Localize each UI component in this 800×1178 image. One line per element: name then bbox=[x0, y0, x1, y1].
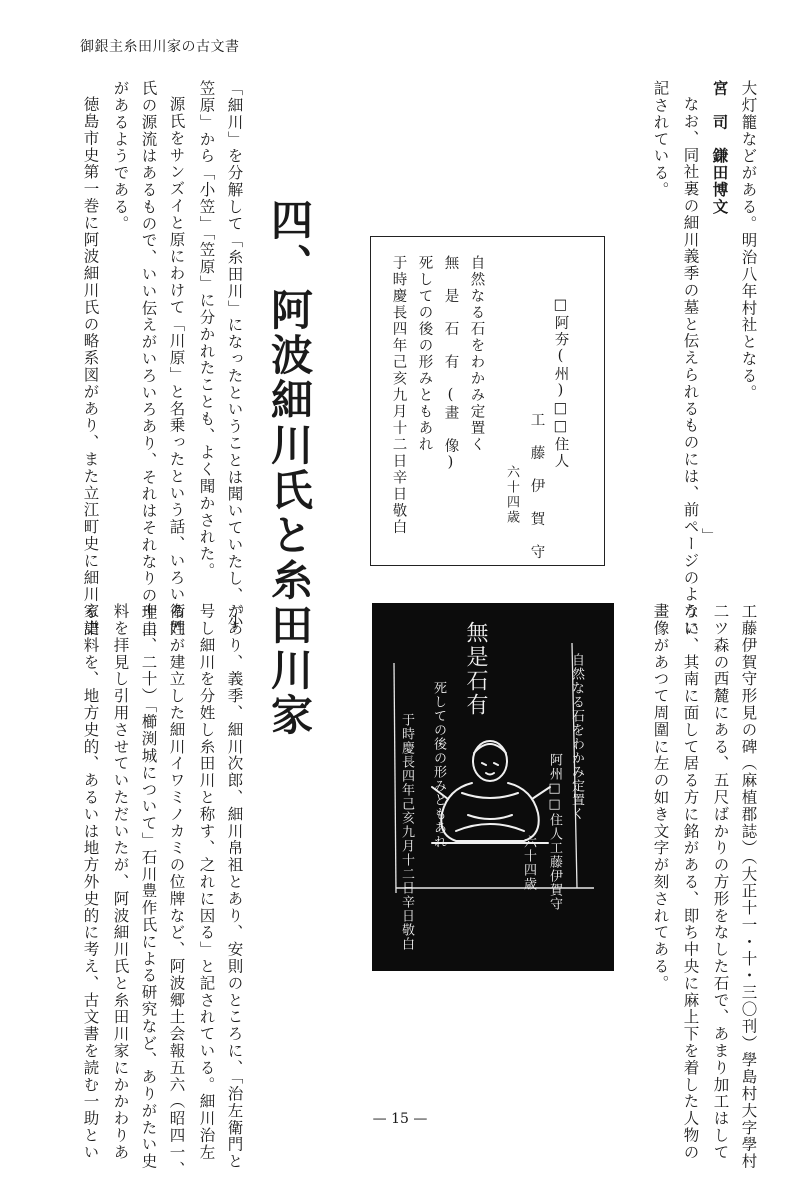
running-header: 御銀主糸田川家の古文書 bbox=[80, 39, 240, 55]
inscription-line: 工 藤 伊 賀 守 bbox=[528, 412, 545, 561]
text-line: 記されている。 bbox=[651, 80, 670, 199]
text-line: ない、其南に面して居る方に銘がある、即ち中央に麻上下を着した人物の bbox=[681, 603, 700, 1161]
text-line: があり、義季、細川次郎、細川帛祖とあり、安則のところに、「治左衛門と bbox=[225, 603, 244, 1170]
stone-rubbing-photo bbox=[372, 603, 614, 971]
page-number: — 15 — bbox=[372, 1111, 428, 1127]
inscription-line: 六十四歳 bbox=[504, 465, 519, 525]
inscription-line: 無 是 石 有 (畫 像) bbox=[442, 255, 459, 473]
text-line: 料を拝見し引用させていただいたが、阿波細川氏と糸田川家にかかわりあ bbox=[111, 603, 130, 1161]
text-line: 畫像があつて周圍に左の如き文字が刻されてある。 bbox=[651, 603, 670, 992]
text-line: 大灯籠などがある。明治八年村社となる。 bbox=[739, 80, 758, 402]
text-line: 徳島市史第一巻に阿波細川氏の略系図があり、また立江町史に細川家譜 bbox=[81, 96, 100, 637]
text-line: 十二、二十）「櫛渕城について」石川豊作氏による研究など、ありがたい史 bbox=[139, 603, 158, 1170]
text-line: 笠原」から「小笠」「笠原」に分かれたことも、よく聞かされた。 bbox=[197, 80, 216, 580]
closing-bracket: 」 bbox=[700, 528, 718, 543]
rubbing-caption: 于時慶長四年己亥九月十二日辛日敬白 bbox=[399, 713, 414, 951]
inscription-line: □阿夯(州)□□住人 bbox=[552, 297, 569, 470]
priest-line: 宮 司 鎌田博文 bbox=[710, 80, 730, 216]
rubbing-caption: 阿州□□住人工藤伊賀守 bbox=[547, 753, 562, 911]
text-line: 号し細川を分姓し糸田川と称す、之れに因る」と記されている。細川治左 bbox=[197, 603, 216, 1161]
rubbing-caption: 無是石有 bbox=[463, 621, 488, 717]
inscription-line: 自然なる石をわかみ定置く bbox=[468, 255, 485, 453]
rubbing-caption: 六十四歳 bbox=[521, 835, 536, 891]
section-title: 四、阿波細川氏と糸田川家 bbox=[265, 198, 314, 738]
text-line: 二ツ森の西麓にある、五尺ばかりの方形をなした石で、あまり加工はして bbox=[711, 603, 730, 1161]
inscription-line: 于時慶長四年己亥九月十二日辛日敬白 bbox=[390, 255, 407, 536]
rubbing-caption: 死しての後の形みともあれ bbox=[431, 681, 446, 849]
text-line: る史料を、地方史的、あるいは地方外史的に考え、古文書を読む一助とい bbox=[81, 603, 100, 1161]
text-line: があるようである。 bbox=[111, 80, 130, 233]
text-line: 工藤伊賀守形見の碑（麻植郡誌）（大正十一・十・三〇刊）學島村大字學村 bbox=[739, 603, 758, 1170]
inscription-line: 死しての後の形みともあれ bbox=[416, 255, 433, 453]
text-line: 源氏をサンズイと原にわけて「川原」と名乗ったという話、いろいろ姓 bbox=[167, 96, 186, 637]
text-line: 「細川」を分解して「糸田川」になったということは聞いていたし、「小 bbox=[225, 80, 244, 630]
inscription-box bbox=[370, 236, 605, 566]
text-line: 氏の源流はあるもので、いい伝えがいろいろあり、それはそれなりの理由 bbox=[139, 80, 158, 638]
text-line: なお、同社裏の細川義季の墓と伝えられるものには、前ページのように bbox=[681, 96, 700, 637]
text-line: 衛門が建立した細川イワミノカミの位牌など、阿波郷土会報五六（昭四一、 bbox=[167, 603, 186, 1178]
rubbing-caption: 自然なる石をわかみ定置く bbox=[569, 653, 584, 821]
